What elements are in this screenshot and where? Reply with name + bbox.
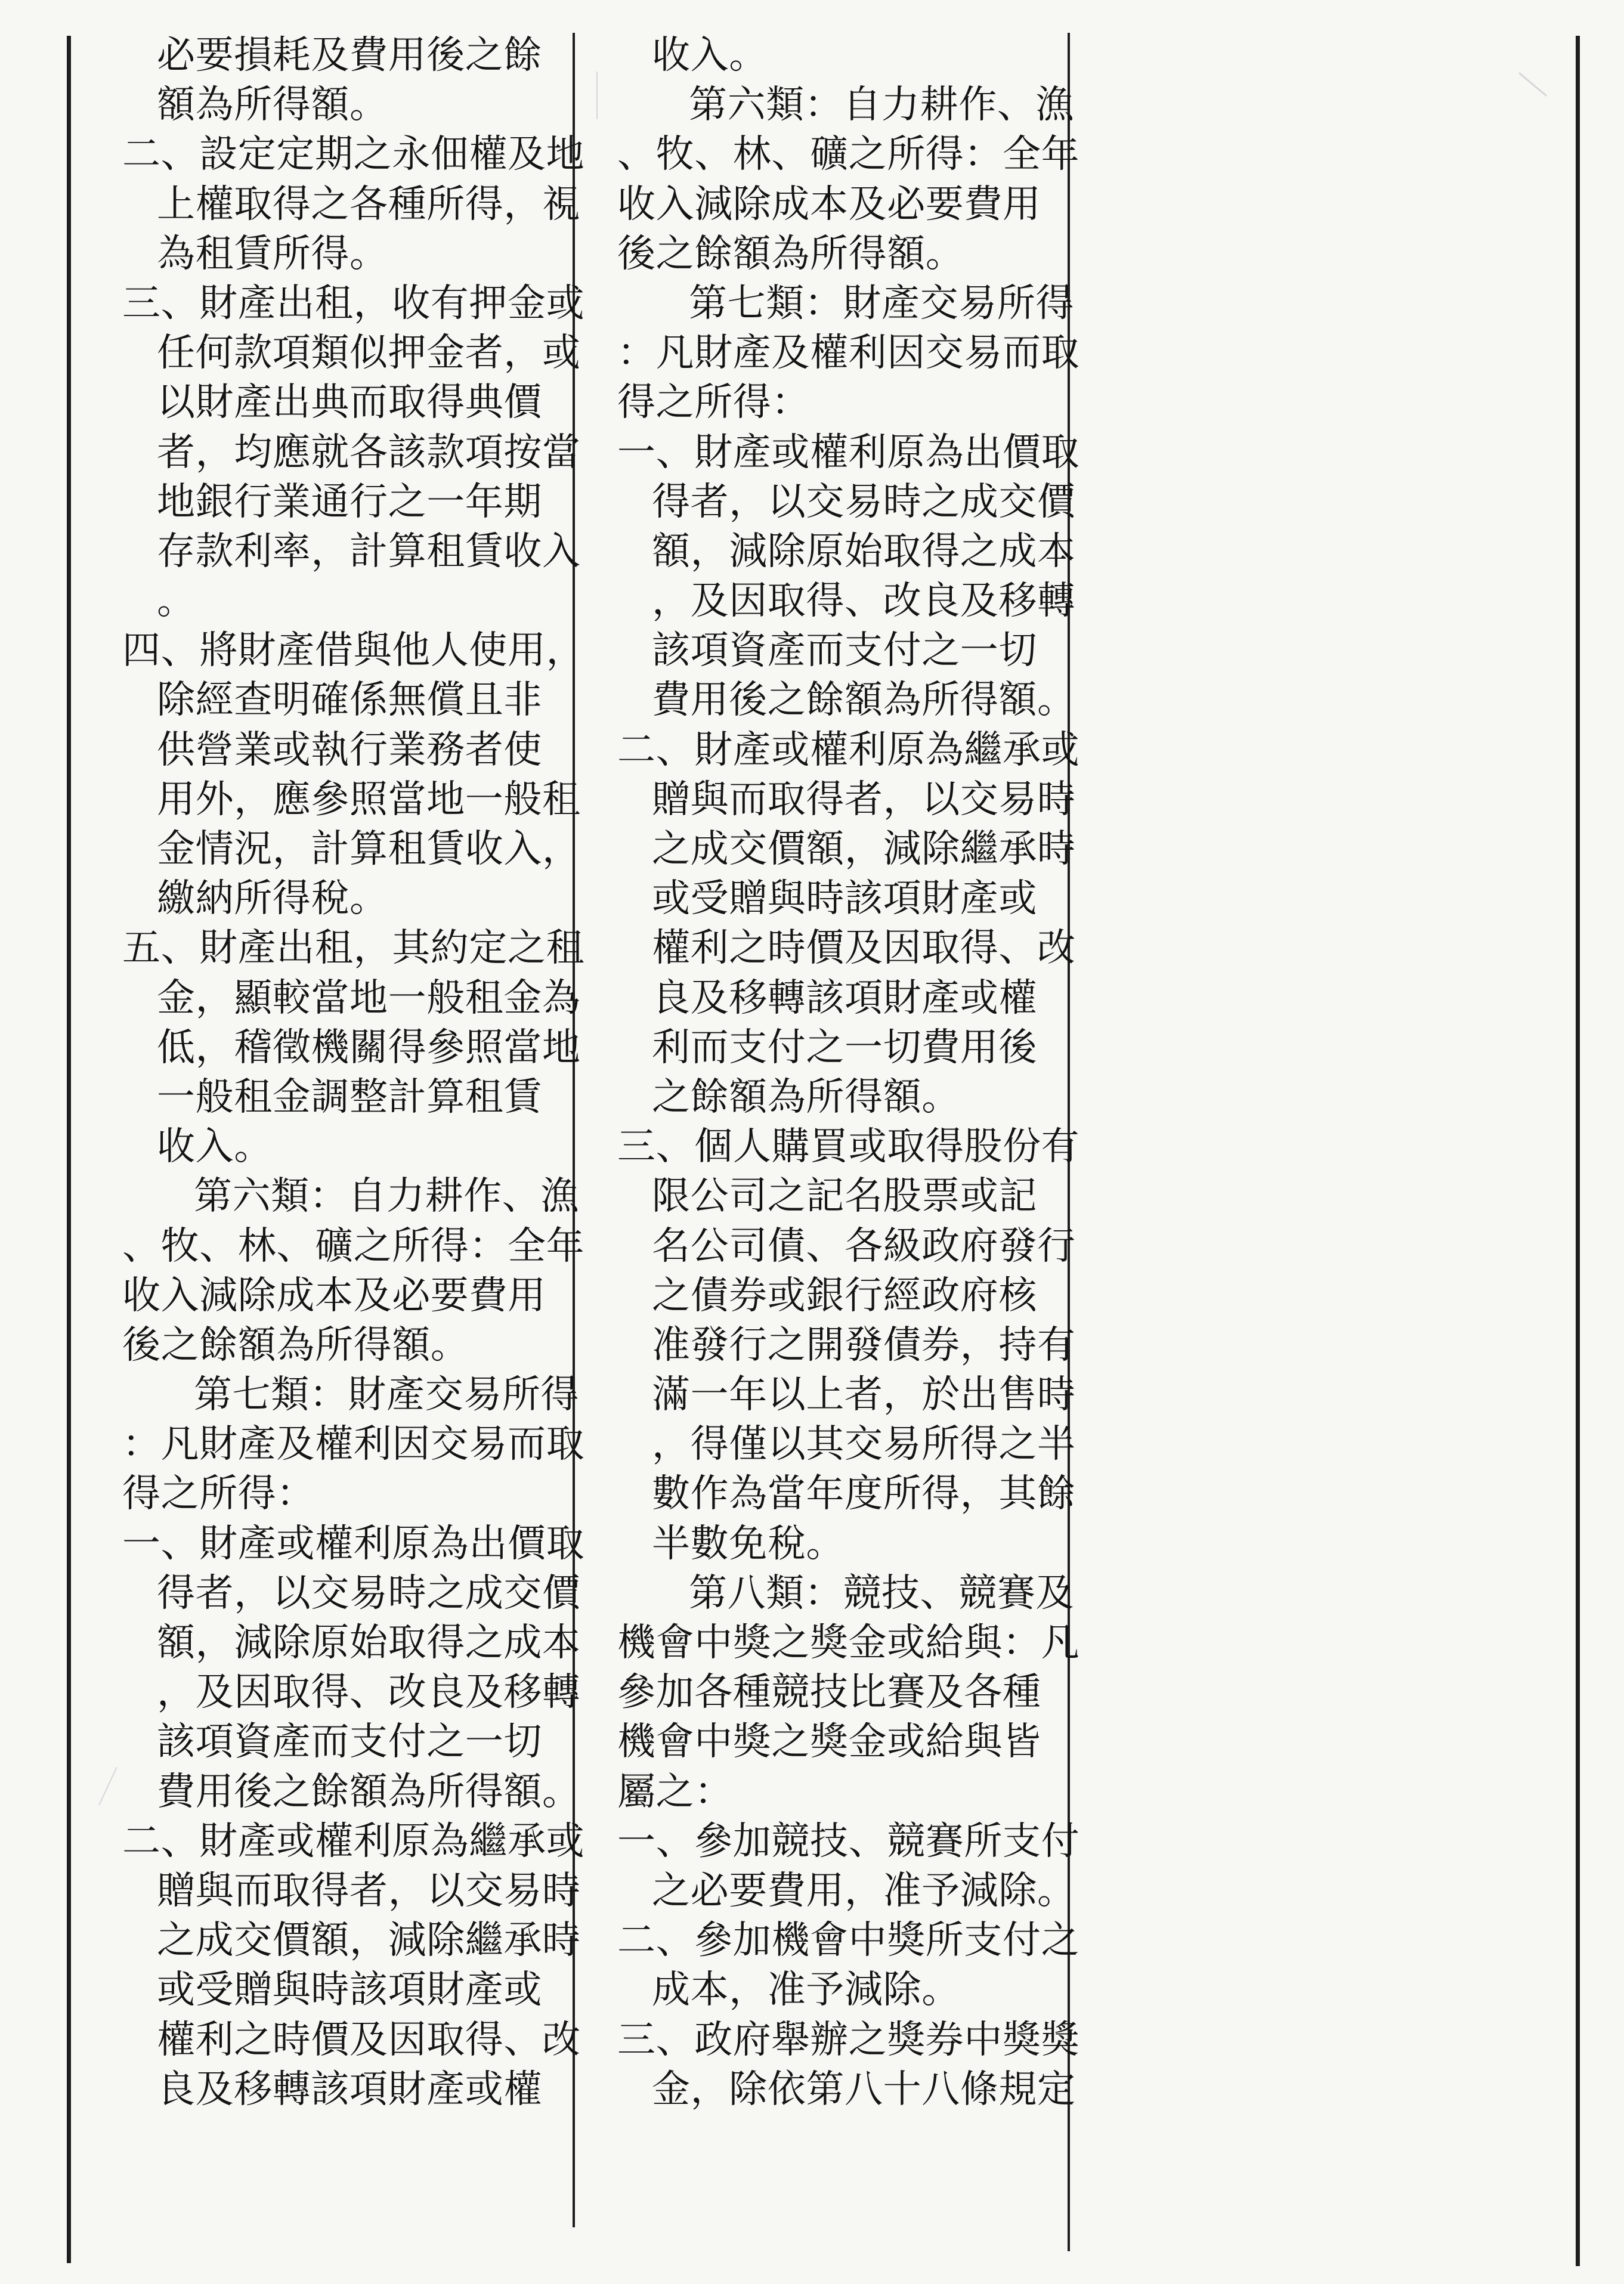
text-line: [617, 527, 1076, 577]
text-line: [617, 1569, 1074, 1618]
text-line: [617, 825, 1076, 874]
page-right-edge-rule: [1576, 36, 1580, 2266]
text-line-content: 得之所得：: [617, 380, 810, 425]
text-line: [122, 527, 581, 577]
text-line: [122, 577, 552, 626]
text-line-content: 贈與而取得者，以交易時: [652, 777, 1076, 822]
text-line-content: 三、政府舉辦之獎券中獎獎: [617, 2017, 1080, 2062]
text-line: [122, 1817, 585, 1867]
text-line-content: 上權取得之各種所得，視: [157, 182, 581, 227]
text-line-content: 之餘額為所得額。: [652, 1075, 960, 1119]
text-line-content: 之成交價額，減除繼承時: [652, 827, 1076, 871]
text-line-content: 存款利率，計算租賃收入: [157, 529, 581, 574]
text-line-content: 得者，以交易時之成交價: [652, 479, 1076, 524]
text-line: [617, 428, 1080, 478]
text-line: [617, 2065, 1076, 2115]
scan-speck: [98, 1767, 117, 1805]
text-line-content: 收入減除成本及必要費用: [617, 182, 1041, 227]
text-line: [617, 726, 1080, 775]
text-line: [617, 626, 1047, 676]
text-line: [617, 1370, 1076, 1420]
text-line: [122, 1321, 552, 1370]
text-line-content: 限公司之記名股票或記: [652, 1174, 1037, 1219]
text-line-content: 四、將財產借與他人使用，: [122, 629, 585, 673]
text-line-content: 、牧、林、礦之所得：全年: [122, 1224, 585, 1268]
text-line: [122, 1122, 552, 1172]
text-line: [122, 775, 581, 825]
text-line-content: 費用後之餘額為所得額。: [157, 1769, 581, 1814]
text-line: [122, 1420, 585, 1469]
text-line: [617, 1469, 1076, 1519]
text-line: [122, 428, 581, 478]
text-line: [617, 230, 1047, 279]
text-line-content: ，及因取得、改良及移轉: [157, 1670, 581, 1715]
text-line-content: 用外，應參照當地一般租: [157, 777, 581, 822]
text-line-content: 權利之時價及因取得、改: [157, 2017, 581, 2062]
text-line-content: 為租賃所得。: [157, 231, 388, 276]
text-line: [617, 1222, 1076, 1271]
text-line: [617, 81, 1074, 130]
text-line: [122, 1618, 581, 1668]
text-line: [122, 81, 552, 130]
text-line-content: ，及因取得、改良及移轉: [652, 579, 1076, 624]
text-line: [122, 1073, 552, 1122]
text-line-content: 該項資產而支付之一切: [652, 629, 1037, 673]
text-line-content: 者，均應就各該款項按當: [157, 430, 581, 475]
text-line-content: 或受贈與時該項財產或: [652, 877, 1037, 921]
text-line-content: 名公司債、各級政府發行: [652, 1224, 1076, 1268]
text-line-content: 額，減除原始取得之成本: [157, 1621, 581, 1665]
text-line: [122, 1519, 585, 1569]
text-line: [122, 1370, 579, 1420]
text-line-content: 得之所得：: [122, 1472, 315, 1517]
text-line: [617, 1717, 1047, 1767]
text-line-content: 參加各種競技比賽及各種: [617, 1670, 1041, 1715]
text-line-content: 半數免稅。: [652, 1521, 845, 1566]
text-line-content: 數作為當年度所得，其餘: [652, 1472, 1076, 1517]
text-line-content: 除經查明確係無償且非: [157, 678, 542, 723]
text-line: [617, 329, 1080, 378]
text-line: [122, 1469, 552, 1519]
text-line-content: 得者，以交易時之成交價: [157, 1571, 581, 1615]
text-line-content: 繳納所得稅。: [157, 877, 388, 921]
text-line-content: 權利之時價及因取得、改: [652, 926, 1076, 971]
text-line-content: 地銀行業通行之一年期: [157, 479, 542, 524]
text-line-content: 三、財產出租，收有押金或: [122, 281, 585, 326]
text-line: [122, 230, 552, 279]
text-line-content: 第六類：自力耕作、漁: [194, 1174, 579, 1219]
text-line-content: 金，顯較當地一般租金為: [157, 976, 581, 1020]
text-line-content: 第七類：財產交易所得: [689, 281, 1074, 326]
text-line-content: 第六類：自力耕作、漁: [689, 83, 1074, 128]
text-line: [617, 1271, 1047, 1321]
text-line: [617, 478, 1076, 527]
text-line-content: 一、財產或權利原為出價取: [617, 430, 1080, 475]
text-line-content: 之債券或銀行經政府核: [652, 1273, 1037, 1318]
text-line: [122, 2065, 552, 2115]
text-line-content: 一、參加競技、競賽所支付: [617, 1819, 1080, 1864]
text-line-content: 良及移轉該項財產或權: [157, 2067, 542, 2112]
text-line: [617, 2016, 1080, 2065]
text-line: [617, 924, 1076, 973]
text-line-content: 屬之：: [617, 1769, 733, 1814]
text-line-content: 准發行之開發債券，持有: [652, 1323, 1076, 1367]
text-line-content: 二、設定定期之永佃權及地: [122, 132, 585, 177]
text-line: [122, 1172, 579, 1221]
text-column-left: [122, 31, 585, 2115]
text-line-content: 、牧、林、礦之所得：全年: [617, 132, 1080, 177]
text-line-content: 機會中獎之獎金或給與：凡: [617, 1621, 1080, 1665]
text-line-content: 良及移轉該項財產或權: [652, 976, 1037, 1020]
text-line: [617, 378, 1047, 428]
text-line: [122, 825, 581, 874]
text-line-content: 。: [157, 579, 196, 624]
text-line-content: 贈與而取得者，以交易時: [157, 1868, 581, 1913]
text-line-content: 該項資產而支付之一切: [157, 1720, 542, 1765]
text-line: [122, 1271, 552, 1321]
text-line: [617, 1023, 1047, 1073]
text-line: [122, 2016, 581, 2065]
text-line-content: 後之餘額為所得額。: [122, 1323, 469, 1367]
text-line-content: 一、財產或權利原為出價取: [122, 1521, 585, 1566]
text-line: [122, 1867, 581, 1916]
text-line-content: 滿一年以上者，於出售時: [652, 1373, 1076, 1418]
text-line-content: 二、財產或權利原為繼承或: [617, 728, 1080, 772]
text-line-content: 三、個人購買或取得股份有: [617, 1125, 1080, 1169]
text-line: [617, 130, 1080, 179]
text-line: [617, 1519, 1047, 1569]
text-line: [617, 1867, 1076, 1916]
text-line: [122, 1717, 552, 1767]
text-line: [617, 1966, 1047, 2015]
text-line: [617, 775, 1076, 825]
text-line-content: 第七類：財產交易所得: [194, 1373, 579, 1418]
text-line: [122, 1916, 581, 1966]
text-line-content: 二、參加機會中獎所支付之: [617, 1918, 1080, 1963]
text-line: [122, 1023, 581, 1073]
text-line: [617, 180, 1047, 230]
text-line-content: 額為所得額。: [157, 83, 388, 128]
text-line: [122, 626, 585, 676]
text-line: [617, 874, 1047, 924]
text-line: [122, 279, 585, 329]
text-line-content: 二、財產或權利原為繼承或: [122, 1819, 585, 1864]
text-line-content: 金，除依第八十八條規定: [652, 2067, 1076, 2112]
text-line-content: ，得僅以其交易所得之半: [652, 1422, 1076, 1467]
text-line: [122, 974, 581, 1023]
text-line-content: 之成交價額，減除繼承時: [157, 1918, 581, 1963]
text-line: [122, 1668, 581, 1717]
text-line-content: 任何款項類似押金者，或: [157, 331, 581, 376]
text-line: [617, 1817, 1080, 1867]
text-column-right: [617, 31, 1080, 2115]
text-line-content: 後之餘額為所得額。: [617, 231, 964, 276]
text-line: [617, 974, 1047, 1023]
text-line-content: 一般租金調整計算租賃: [157, 1075, 542, 1119]
text-line: [122, 329, 581, 378]
text-line: [122, 1569, 581, 1618]
text-line-content: 必要損耗及費用後之餘: [157, 33, 542, 78]
text-line: [617, 1172, 1047, 1221]
text-line-content: 第八類：競技、競賽及: [689, 1571, 1074, 1615]
text-line-content: 費用後之餘額為所得額。: [652, 678, 1076, 723]
text-line: [122, 1222, 585, 1271]
text-line-content: 收入。: [157, 1125, 273, 1169]
text-line: [122, 1768, 581, 1817]
text-line-content: 或受贈與時該項財產或: [157, 1968, 542, 2013]
scan-speck: [596, 72, 598, 119]
text-line: [617, 676, 1076, 725]
text-line: [122, 378, 552, 428]
text-line-content: 利而支付之一切費用後: [652, 1025, 1037, 1070]
text-line-content: 額，減除原始取得之成本: [652, 529, 1076, 574]
text-line: [122, 874, 552, 924]
text-line-content: ：凡財產及權利因交易而取: [122, 1422, 585, 1467]
text-line-content: 之必要費用，准予減除。: [652, 1868, 1076, 1913]
text-line-content: 金情況，計算租賃收入，: [157, 827, 581, 871]
text-line-content: 低，稽徵機關得參照當地: [157, 1025, 581, 1070]
text-line: [122, 130, 585, 179]
text-line: [617, 1420, 1076, 1469]
text-line: [617, 1122, 1080, 1172]
text-line: [617, 1916, 1080, 1966]
text-line-content: 收入減除成本及必要費用: [122, 1273, 546, 1318]
text-line-content: 機會中獎之獎金或給與皆: [617, 1720, 1041, 1765]
text-line-content: 成本，准予減除。: [652, 1968, 960, 2013]
text-line: [617, 279, 1074, 329]
text-line: [122, 31, 552, 81]
text-line: [617, 1668, 1047, 1717]
text-line-content: 以財產出典而取得典價: [157, 380, 542, 425]
text-line: [122, 726, 552, 775]
text-line: [617, 577, 1076, 626]
text-line-content: ：凡財產及權利因交易而取: [617, 331, 1080, 376]
scan-speck: [1518, 72, 1547, 97]
text-line: [122, 1966, 552, 2015]
text-line: [617, 1618, 1080, 1668]
text-line: [122, 924, 585, 973]
text-line: [617, 1073, 1047, 1122]
text-line-content: 供營業或執行業務者使: [157, 728, 542, 772]
left-border-rule: [67, 36, 71, 2263]
text-line: [617, 31, 1047, 81]
text-line: [122, 478, 552, 527]
text-line: [122, 180, 581, 230]
text-line: [617, 1321, 1076, 1370]
text-line-content: 收入。: [652, 33, 768, 78]
text-line-content: 五、財產出租，其約定之租: [122, 926, 585, 971]
text-line: [617, 1768, 1047, 1817]
text-line: [122, 676, 552, 725]
